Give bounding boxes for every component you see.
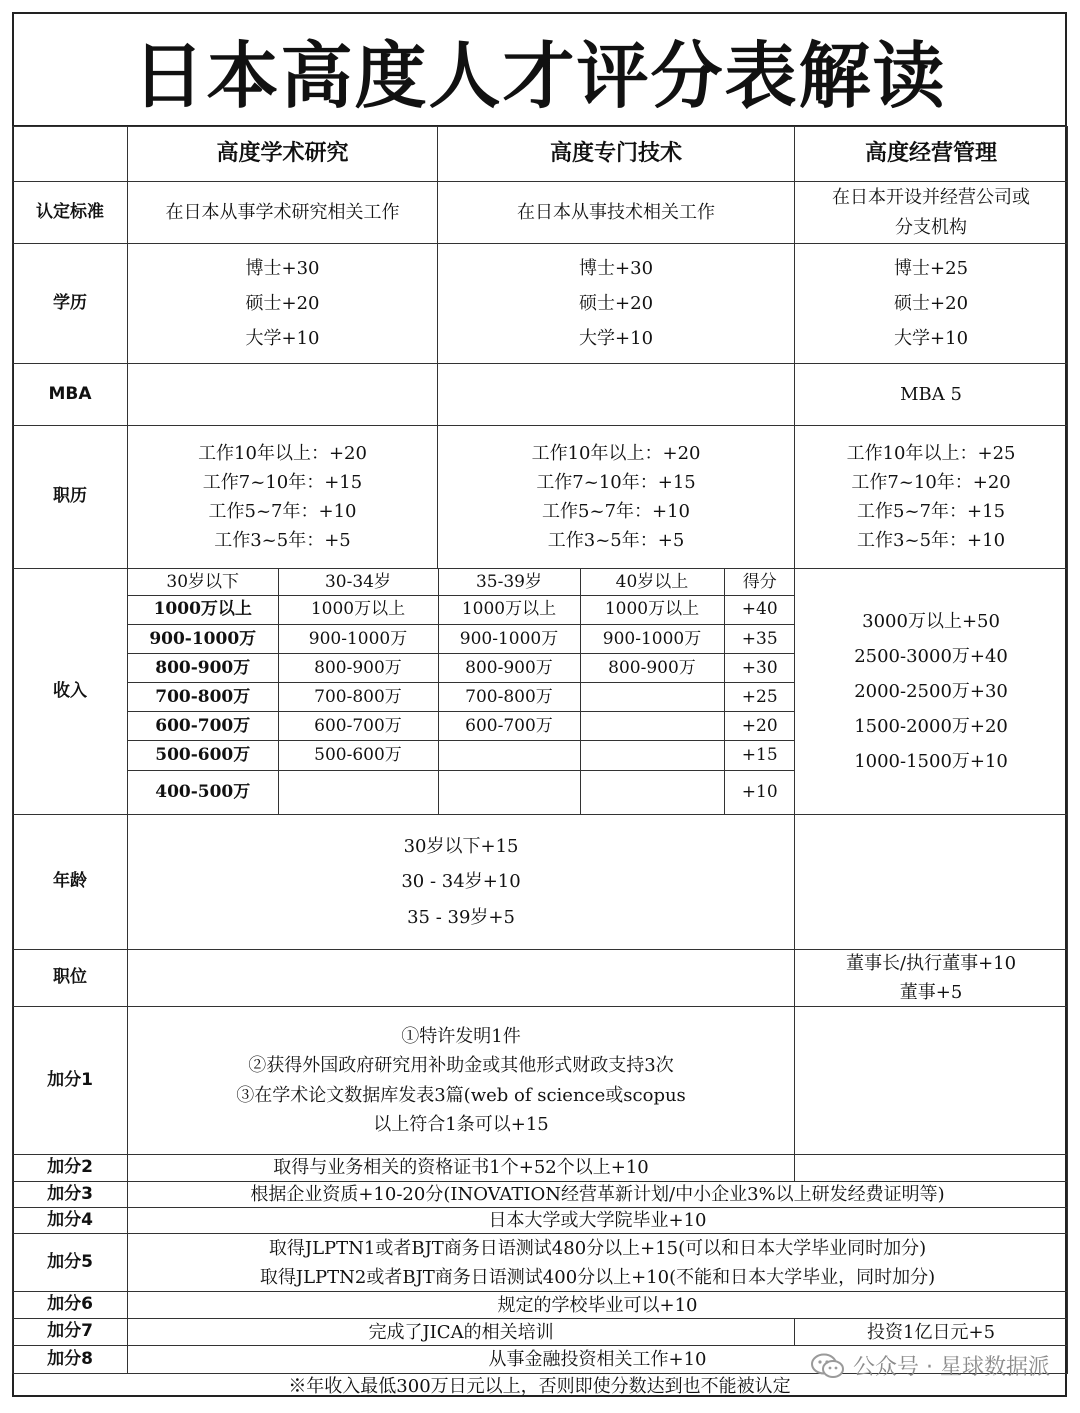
income-cell: 900-1000万 — [128, 624, 278, 653]
income-cell: 1000万以上 — [128, 595, 278, 624]
career-technical-item: 工作10年以上：+20 — [531, 442, 701, 464]
column-header-academic: 高度学术研究 — [128, 127, 438, 182]
career-management-item: 工作5~7年：+15 — [857, 501, 1006, 522]
income-cell: 600-700万 — [128, 712, 278, 741]
header-row — [13, 127, 1068, 182]
career-academic-item: 工作7~10年：+15 — [202, 471, 363, 493]
income-header: 30岁以下 — [128, 569, 278, 595]
row-label-standard: 认定标准 — [13, 182, 128, 244]
career-academic-item: 工作3~5年：+5 — [214, 530, 351, 552]
career-management-item: 工作7~10年：+20 — [851, 471, 1011, 493]
scoring-table — [12, 126, 1068, 1374]
standard-management — [795, 182, 1068, 244]
age-item: 30岁以下+15 — [403, 836, 519, 858]
income-score: +15 — [724, 741, 795, 770]
income-header: 得分 — [724, 569, 795, 595]
income-cell: 900-1000万 — [438, 624, 580, 653]
income-cell: 400-500万 — [128, 770, 278, 814]
education-management — [795, 244, 1068, 364]
mba-technical-empty — [438, 364, 795, 426]
watermark-text: 公众号 · 星球数据派 — [853, 1355, 1050, 1380]
position-row — [13, 950, 1068, 1007]
income-data-row — [128, 682, 795, 711]
income-score: +20 — [724, 712, 795, 741]
income-score: +30 — [724, 653, 795, 682]
income-header: 35-39岁 — [438, 569, 580, 595]
education-technical-item: 大学+10 — [579, 328, 654, 350]
income-cell: 600-700万 — [438, 712, 580, 741]
standard-academic: 在日本从事学术研究相关工作 — [128, 182, 438, 244]
career-technical-item: 工作7~10年：+15 — [536, 471, 696, 493]
bonus1-management-empty — [795, 1007, 1068, 1155]
bonus1-row — [13, 1007, 1068, 1155]
income-cell: 500-600万 — [128, 741, 278, 770]
bonus1-content — [128, 1007, 795, 1155]
income-score: +35 — [724, 624, 795, 653]
bonus5-line: 取得JLPTN1或者BJT商务日语测试480分以上+15(可以和日本大学毕业同时加分) — [268, 1237, 927, 1259]
bonus2-content: 取得与业务相关的资格证书1个+52个以上+10 — [128, 1155, 795, 1182]
mba-row — [13, 364, 1068, 426]
bonus1-item: 以上符合1条可以+15 — [373, 1113, 549, 1135]
income-cell — [438, 770, 580, 814]
income-cell: 900-1000万 — [580, 624, 724, 653]
income-cell: 600-700万 — [278, 712, 438, 741]
bonus7-management: 投资1亿日元+5 — [795, 1319, 1068, 1346]
footnote: ※年收入最低300万日元以上，否则即使分数达到也不能被认定 — [288, 1376, 791, 1397]
row-label-bonus4: 加分4 — [13, 1208, 128, 1234]
age-item: 30 - 34岁+10 — [401, 871, 521, 893]
income-cell: 800-900万 — [438, 653, 580, 682]
income-management-item: 3000万以上+50 — [862, 610, 1000, 632]
position-management — [795, 950, 1068, 1007]
income-score: +25 — [724, 682, 795, 711]
row-label-education: 学历 — [13, 244, 128, 364]
row-label-age: 年龄 — [13, 815, 128, 950]
income-cell — [580, 741, 724, 770]
mba-academic-empty — [128, 364, 438, 426]
standard-technical: 在日本从事技术相关工作 — [438, 182, 795, 244]
career-row — [13, 426, 1068, 569]
bonus2-management-empty — [795, 1155, 1068, 1182]
row-label-bonus6: 加分6 — [13, 1292, 128, 1319]
education-technical-item: 硕士+20 — [579, 292, 654, 314]
career-management — [795, 426, 1068, 569]
age-management-empty — [795, 815, 1068, 950]
income-cell — [438, 741, 580, 770]
bonus3-row — [13, 1182, 1068, 1208]
bonus1-item: ③在学术论文数据库发表3篇(web of science或scopus — [236, 1084, 686, 1106]
income-data-row — [128, 624, 795, 653]
career-technical — [438, 426, 795, 569]
education-management-item: 博士+25 — [894, 257, 969, 279]
column-header-technical: 高度专门技术 — [438, 127, 795, 182]
row-label-income: 收入 — [13, 569, 128, 815]
education-academic-item: 大学+10 — [245, 328, 320, 350]
income-score: +10 — [724, 770, 795, 814]
income-cell: 700-800万 — [438, 682, 580, 711]
position-management-line2: 董事+5 — [899, 982, 963, 1003]
age-content — [128, 815, 795, 950]
education-academic-item: 博士+30 — [245, 257, 320, 279]
bonus4-content: 日本大学或大学院毕业+10 — [128, 1208, 1068, 1234]
income-grid — [128, 569, 795, 814]
income-cell: 700-800万 — [128, 682, 278, 711]
income-cell: 700-800万 — [278, 682, 438, 711]
bonus2-row — [13, 1155, 1068, 1182]
bonus4-row — [13, 1208, 1068, 1234]
income-cell: 800-900万 — [580, 653, 724, 682]
bonus5-row — [13, 1234, 1068, 1292]
row-label-mba: MBA — [13, 364, 128, 426]
income-management — [795, 569, 1068, 815]
income-cell: 800-900万 — [128, 653, 278, 682]
career-management-item: 工作3~5年：+10 — [857, 530, 1006, 552]
income-data-row — [128, 712, 795, 741]
education-management-item: 硕士+20 — [894, 292, 969, 314]
watermark — [811, 1350, 1050, 1381]
education-row — [13, 244, 1068, 364]
income-cell: 1000万以上 — [438, 595, 580, 624]
bonus6-content: 规定的学校毕业可以+10 — [128, 1292, 1068, 1319]
mba-management: MBA 5 — [795, 364, 1068, 426]
career-academic-item: 工作5~7年：+10 — [208, 501, 357, 522]
age-item: 35 - 39岁+5 — [407, 906, 515, 928]
career-technical-item: 工作3~5年：+5 — [547, 530, 685, 552]
row-label-career: 职历 — [13, 426, 128, 569]
income-header-row — [128, 569, 795, 595]
career-management-item: 工作10年以上：+25 — [846, 442, 1016, 464]
bonus8-content: 从事金融投资相关工作+10 — [128, 1346, 1068, 1374]
income-cell: 900-1000万 — [278, 624, 438, 653]
row-label-bonus1: 加分1 — [13, 1007, 128, 1155]
income-data-row — [128, 770, 795, 814]
bonus1-item: ①特许发明1件 — [401, 1026, 521, 1048]
row-label-bonus5: 加分5 — [13, 1234, 128, 1292]
income-cell: 800-900万 — [278, 653, 438, 682]
career-technical-item: 工作5~7年：+10 — [542, 501, 691, 522]
bonus5-line: 取得JLPTN2或者BJT商务日语测试400分以上+10(不能和日本大学毕业，同时加分) — [259, 1266, 936, 1288]
income-management-item: 2000-2500万+30 — [854, 680, 1008, 702]
income-data-row — [128, 653, 795, 682]
income-row — [13, 569, 1068, 815]
corner-cell — [13, 127, 128, 182]
education-academic-item: 硕士+20 — [245, 292, 320, 314]
career-academic-item: 工作10年以上：+20 — [198, 442, 367, 464]
income-data-row — [128, 595, 795, 624]
education-academic — [128, 244, 438, 364]
career-academic — [128, 426, 438, 569]
row-label-position: 职位 — [13, 950, 128, 1007]
standard-row — [13, 182, 1068, 244]
bonus1-item: ②获得外国政府研究用补助金或其他形式财政支持3次 — [248, 1055, 674, 1077]
income-management-item: 2500-3000万+40 — [854, 645, 1008, 667]
position-empty — [128, 950, 795, 1007]
column-header-management: 高度经营管理 — [795, 127, 1068, 182]
income-cell — [580, 712, 724, 741]
education-technical-item: 博士+30 — [579, 257, 654, 279]
income-grid-cell — [128, 569, 795, 815]
row-label-bonus7: 加分7 — [13, 1319, 128, 1346]
education-technical — [438, 244, 795, 364]
page-title: 日本高度人才评分表解读 — [132, 33, 947, 118]
bonus3-content: 根据企业资质+10-20分(INOVATION经营革新计划/中小企业3%以上研发经费证明等) — [128, 1182, 1068, 1208]
standard-management-line1: 在日本开设并经营公司或 — [832, 187, 1031, 209]
standard-management-line2: 分支机构 — [895, 216, 968, 238]
wechat-icon — [811, 1353, 845, 1379]
income-cell — [580, 682, 724, 711]
income-cell — [278, 770, 438, 814]
bonus5-content — [128, 1234, 1068, 1292]
income-cell: 1000万以上 — [580, 595, 724, 624]
row-label-bonus3: 加分3 — [13, 1182, 128, 1208]
income-cell — [580, 770, 724, 814]
row-label-bonus2: 加分2 — [13, 1155, 128, 1182]
position-management-line1: 董事长/执行董事+10 — [846, 952, 1017, 974]
income-score: +40 — [724, 595, 795, 624]
bonus7-row — [13, 1319, 1068, 1346]
income-data-row — [128, 741, 795, 770]
income-management-item: 1500-2000万+20 — [854, 716, 1008, 738]
income-header: 40岁以上 — [580, 569, 724, 595]
age-row — [13, 815, 1068, 950]
bonus7-content: 完成了JICA的相关培训 — [128, 1319, 795, 1346]
income-header: 30-34岁 — [278, 569, 438, 595]
income-management-item: 1000-1500万+10 — [854, 751, 1008, 773]
row-label-bonus8: 加分8 — [13, 1346, 128, 1374]
bonus6-row — [13, 1292, 1068, 1319]
education-management-item: 大学+10 — [894, 328, 969, 350]
income-cell: 1000万以上 — [278, 595, 438, 624]
income-cell: 500-600万 — [278, 741, 438, 770]
